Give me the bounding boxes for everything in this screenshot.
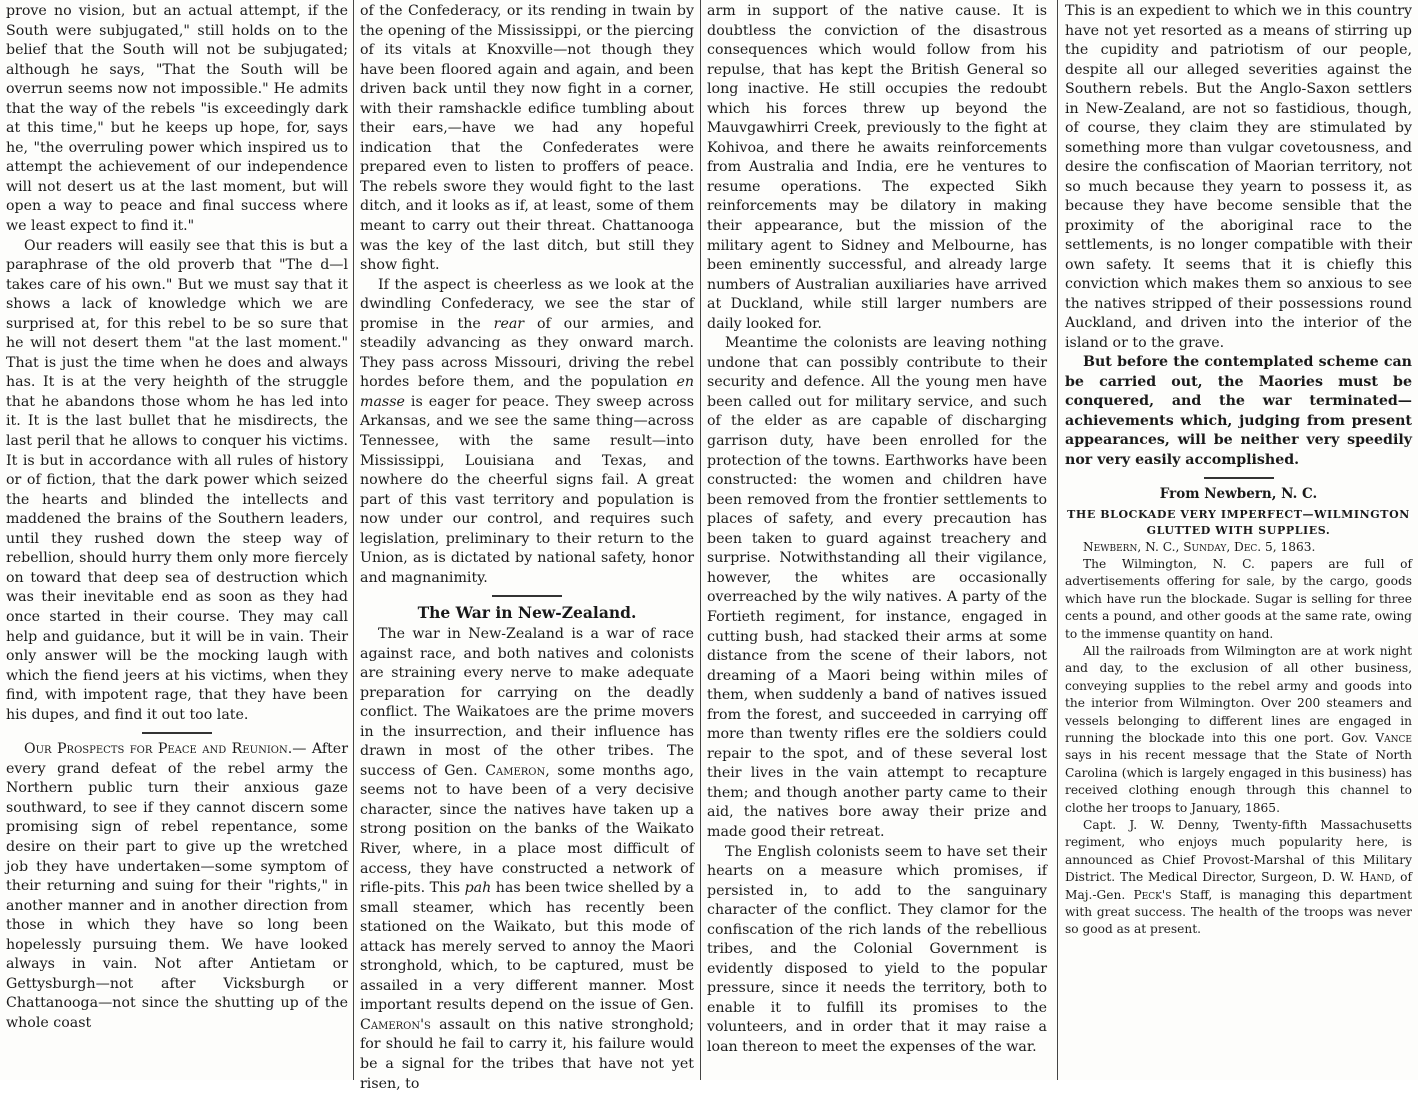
column-4 (1065, 2, 1412, 1078)
column-3 (707, 2, 1047, 1078)
text: is eager for peace. They sweep across Arkansas, and we see the same thing—across Tennessee, with the same result—into Mississippi, Louisiana and Texas, and nowhere do the cheerful signs fail. A great part of this vast territory and population is now under our control, and requires such legislation, preliminary to their return to the Union, as is dictated by national safety, honor and magnanimity. (360, 393, 694, 586)
name-text: Cameron's (360, 1016, 431, 1033)
paragraph-text: After every grand defeat of the rebel army the Northern public turn their anxious gaze southward, to see if they cannot discern some promising sign of rebel repentance, some desire on their part to give up the wretched job they have undertaken—some symptom of their returning and suing for their "rights," in another manner and in another direction from those in which they have so long been hopelessly pursuing them. We have looked always in vain. Not after Antietam or Gettysburgh—not after Vicksburgh or Chattanooga—not since the shutting up of the whole coast (6, 741, 348, 1031)
column-rule (353, 0, 354, 1080)
text: Staff, is managing this department with great success. The health of the troops was never so good as at present. (1065, 887, 1412, 937)
paragraph (6, 740, 348, 1033)
text: The war in New-Zealand is a war of race against race, and both natives and colonists are straining every nerve to make adequate preparation for carrying on the deadly conflict. The Waikatoes are the prime movers in the insurrection, and their influence has drawn in most of the other tribes. The success of Gen. (360, 625, 694, 779)
text: , of Maj.-Gen. (1065, 870, 1412, 902)
paragraph: But before the contemplated scheme can be carried out, the Maories must be conquered, and the war terminated—achievements which, judging from present appearances, will be neither very speedily nor very easily accomplished. (1065, 354, 1412, 468)
column-1 (6, 2, 348, 1078)
italic-text: en masse (360, 374, 694, 410)
subheading: GLUTTED WITH SUPPLIES. (1146, 523, 1331, 537)
text: says in his recent message that the State of North Carolina (which is largely engaged in this business) has received clothing enough through this channel to clothe her troops to January, 1865. (1065, 748, 1412, 815)
italic-text: pah (464, 880, 492, 897)
text: assault on this native stronghold; for should he fail to carry it, his failure would be a signal for the tribes that have not yet risen, to (360, 1016, 694, 1092)
section-heading: Our Prospects for Peace and Reunion.— (24, 741, 307, 758)
dateline: Newbern, N. C., Sunday, Dec. 5, 1863. (1083, 539, 1316, 554)
paragraph: prove no vision, but an actual attempt, if the South were subjugated," still holds on to the belief that the South will not be subjugated; although he says, "That the South will be overrun seems now not impossible." He admits that the way of the rebels "is exceedingly dark at this time," but he keeps up hope, for, says he, "the overruling power which inspired us to attempt the achievement of our independence will not desert us at the last moment, but will open a way to peace and final success where we least expect to find it." (6, 3, 348, 235)
paragraph: Meantime the colonists are leaving nothing undone that can possibly contribute to their security and defence. All the young men have been called out for military service, and such of the elder as are capable of discharging garrison duty, have been enrolled for the protection of the towns. Earthworks have been constructed: the women and children have been removed from the frontier settlements to places of safety, and every precaution has been taken to guard against treachery and surprise. Notwithstanding all their vigilance, however, the whites are occasionally overreached by the wily natives. A party of the Fortieth regiment, for instance, engaged in cutting bush, had stacked their arms at some distance from the scene of their labors, not dreaming of a Maori being within miles of them, when suddenly a band of natives issued from the forest, and succeeded in carrying off more than twenty rifles ere the soldiers could repair to the spot, and of these several lost their lives in the vain attempt to recapture them; and though another party came to their aid, the natives bore away their prize and made good their retreat. (707, 335, 1047, 840)
column-2 (360, 2, 695, 1092)
text: , some months ago, seems not to have been of a very decisive character, since the natives have taken up a strong position on the banks of the Waikato River, where, in a place most difficult of access, they have constructed a network of rifle-pits. This (360, 762, 694, 897)
column-rule (1057, 0, 1058, 1080)
text: If the aspect is cheerless as we look at the dwindling Confederacy, we see the star of promise in the (360, 276, 694, 332)
paragraph: The English colonists seem to have set their hearts on a measure which promises, if persisted in, to add to the sanguinary character of the conflict. They clamor for the confiscation of the rich lands of the rebellious tribes, and the Colonial Government is evidently disposed to yield to the popular pressure, since it needs the territory, both to enable it to fulfill its promises to the volunteers, and in order that it may raise a loan thereon to meet the expenses of the war. (707, 843, 1047, 1055)
text: of our armies, and steadily advancing as they onward march. They pass across Missouri, driving the rebel hordes before them, and the population (360, 315, 695, 391)
text: All the railroads from Wilmington are at work night and day, to the exclusion of all other business, conveying supplies to the rebel army and goods into the interior from Wilmington. Over 200 steamers and vessels belonging to different lines are engaged in running the blockade into this one port. Gov. (1065, 643, 1412, 746)
article-headline: The War in New-Zealand. (417, 603, 637, 623)
paragraph: The Wilmington, N. C. papers are full of advertisements offering for sale, by the cargo, goods which have run the blockade. Sugar is selling for three cents a pound, and other goods at the same rate, owing to the immense quantity on hand. (1065, 556, 1412, 641)
paragraph: arm in support of the native cause. It is doubtless the conviction of the disastrous consequences which would follow from his repulse, that has kept the British General so long inactive. He still occupies the redoubt which his forces threw up beyond the Mauvgawhirri Creek, previously to the fight at Kohivoa, and there he awaits reinforcements from Australia and India, ere he ventures to resume operations. The expected Sikh reinforcements may be dilatory in making their appearance, but the mission of the military agent to Sidney and Melbourne, has been eminently successful, and already large numbers of Australian auxiliaries have arrived at Duckland, while still larger numbers are daily looked for. (707, 3, 1047, 332)
paragraph: This is an expedient to which we in this country have not yet resorted as a means of stirring up the cupidity and patriotism of our people, despite all our alleged severities against the Southern rebels. But the Anglo-Saxon settlers in New-Zealand, are not so fastidious, though, of course, they claim they are stimulated by something more than vulgar covetousness, and desire the confiscation of Maorian territory, not so much because they yearn to possess it, as because they have become sensible that the proximity of the aboriginal race to the settlements, is no longer compatible with their own safety. It seems that it is chiefly this conviction which makes them so anxious to see the natives stripped of their possessions round Auckland, and driven into the interior of the island or to the grave. (1065, 3, 1412, 351)
subheading: THE BLOCKADE VERY IMPERFECT—WILMINGTON (1067, 507, 1410, 521)
column-rule (700, 0, 701, 1080)
paragraph (1065, 643, 1412, 817)
name-text: Cameron (485, 762, 546, 779)
italic-text: rear (493, 315, 525, 332)
paragraph (360, 276, 694, 589)
section-divider (142, 732, 212, 734)
article-headline: From Newbern, N. C. (1159, 486, 1318, 502)
paragraph (1065, 817, 1412, 939)
text: Capt. J. W. Denny, Twenty-fifth Massachusetts regiment, who enjoys much popularity here, is announced as Chief Provost-Marshal of this Military District. The Medical Director, Surgeon, D. W. (1065, 818, 1412, 885)
name-text: Vance (1375, 731, 1412, 746)
section-divider (1204, 477, 1274, 479)
paragraph: of the Confederacy, or its rending in twain by the opening of the Mississippi, or the piercing of its vitals at Knoxville—not though they have been floored again and again, and been driven back until they now fight in a corner, with their ramshackle edifice tumbling about their ears,—have we had any hopeful indication that the Confederates were prepared even to listen to proffers of peace. The rebels swore they would fight to the last ditch, and it looks as if, at least, some of them meant to carry out their threat. Chattanooga was the key of the last ditch, but still they show fight. (360, 3, 694, 274)
section-divider (492, 595, 562, 597)
name-text: Hand (1359, 870, 1392, 885)
paragraph (360, 625, 694, 1094)
name-text: Peck's (1133, 887, 1172, 902)
text: has been twice shelled by a small steamer, which has recently been stationed on the Waikato, but this mode of attack has merely served to annoy the Maori stronghold, which, to be captured, must be assailed in a very different manner. Most important results depend on the issue of Gen. (360, 880, 694, 1014)
paragraph: Our readers will easily see that this is but a paraphrase of the old proverb that "The d—l takes care of his own." But we must say that it shows a lack of knowledge which we are surprised at, for this rebel to be so sure that he will not desert them "at the last moment." That is just the time when he does and always has. It is at the very heighth of the struggle that he abandons those whom he has led into it. It is the last bullet that he misdirects, the last peril that he allows to conquer his victims. It is but in accordance with all rules of history or of fiction, that the dark power which seized the hearts and blinded the intellects and maddened the brains of the Southern leaders, until they rushed down the steep way of rebellion, should hurry them only more fiercely on toward that deep sea of destruction which was their inevitable end as soon as they had once started in their course. They may call help and guidance, but it will be in vain. Their only answer will be the mocking laugh with which the fiend jeers at his victims, when they find, with impotent rage, that they have been his dupes, and find it out too late. (6, 237, 348, 723)
